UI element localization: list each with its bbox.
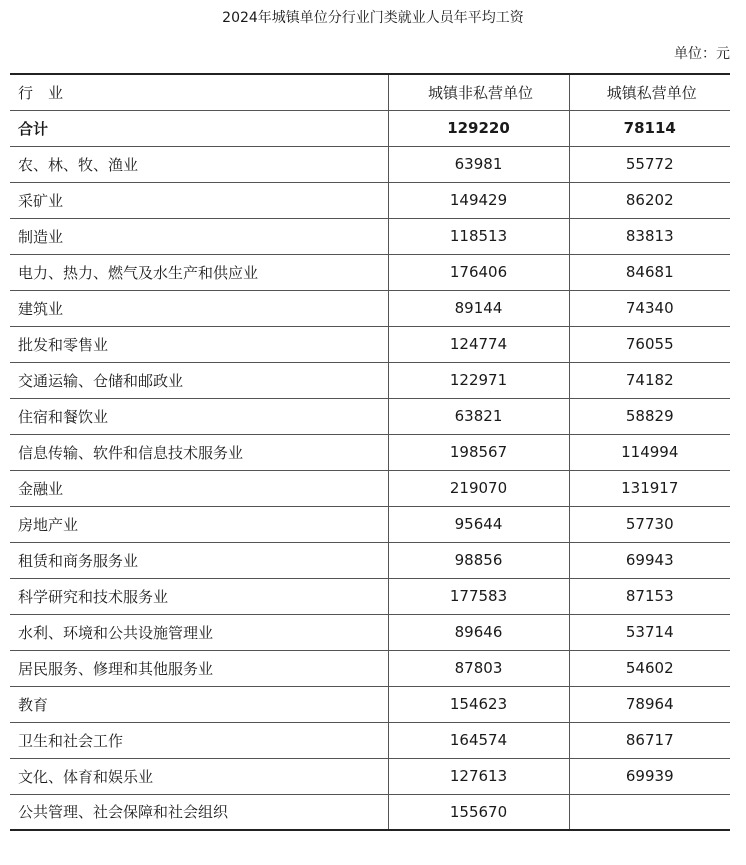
non-private-wage-cell: 89646 bbox=[388, 614, 569, 650]
private-wage-cell: 83813 bbox=[569, 218, 730, 254]
non-private-wage-cell: 95644 bbox=[388, 506, 569, 542]
table-row bbox=[10, 686, 730, 722]
industry-cell: 农、林、牧、渔业 bbox=[10, 146, 388, 182]
industry-cell: 水利、环境和公共设施管理业 bbox=[10, 614, 388, 650]
non-private-wage-cell: 87803 bbox=[388, 650, 569, 686]
wage-table bbox=[10, 73, 730, 831]
industry-cell: 采矿业 bbox=[10, 182, 388, 218]
industry-cell: 文化、体育和娱乐业 bbox=[10, 758, 388, 794]
industry-cell: 交通运输、仓储和邮政业 bbox=[10, 362, 388, 398]
non-private-wage-cell: 89144 bbox=[388, 290, 569, 326]
table-row bbox=[10, 398, 730, 434]
private-wage-cell: 74340 bbox=[569, 290, 730, 326]
private-wage-cell: 55772 bbox=[569, 146, 730, 182]
industry-cell: 教育 bbox=[10, 686, 388, 722]
private-wage-cell: 87153 bbox=[569, 578, 730, 614]
table-row bbox=[10, 506, 730, 542]
table-row bbox=[10, 758, 730, 794]
table-row bbox=[10, 218, 730, 254]
private-wage-cell bbox=[569, 794, 730, 830]
industry-cell: 住宿和餐饮业 bbox=[10, 398, 388, 434]
industry-cell: 制造业 bbox=[10, 218, 388, 254]
industry-cell: 居民服务、修理和其他服务业 bbox=[10, 650, 388, 686]
unit-label: 单位：元 bbox=[674, 46, 730, 62]
non-private-wage-cell: 127613 bbox=[388, 758, 569, 794]
industry-cell: 电力、热力、燃气及水生产和供应业 bbox=[10, 254, 388, 290]
industry-cell: 金融业 bbox=[10, 470, 388, 506]
non-private-wage-cell: 63981 bbox=[388, 146, 569, 182]
table-row bbox=[10, 290, 730, 326]
private-wage-cell: 84681 bbox=[569, 254, 730, 290]
industry-cell: 信息传输、软件和信息技术服务业 bbox=[10, 434, 388, 470]
header-industry: 行 业 bbox=[10, 74, 388, 110]
non-private-wage-cell: 124774 bbox=[388, 326, 569, 362]
table-body bbox=[10, 110, 730, 830]
non-private-wage-cell: 219070 bbox=[388, 470, 569, 506]
private-wage-cell: 86717 bbox=[569, 722, 730, 758]
table-row bbox=[10, 470, 730, 506]
industry-cell: 合计 bbox=[10, 110, 388, 146]
table-row bbox=[10, 794, 730, 830]
private-wage-cell: 74182 bbox=[569, 362, 730, 398]
table-row bbox=[10, 614, 730, 650]
private-wage-cell: 69939 bbox=[569, 758, 730, 794]
non-private-wage-cell: 63821 bbox=[388, 398, 569, 434]
table-row bbox=[10, 182, 730, 218]
table-row bbox=[10, 362, 730, 398]
private-wage-cell: 86202 bbox=[569, 182, 730, 218]
private-wage-cell: 131917 bbox=[569, 470, 730, 506]
header-private: 城镇私营单位 bbox=[569, 74, 730, 110]
table-header-row bbox=[10, 74, 730, 110]
industry-cell: 建筑业 bbox=[10, 290, 388, 326]
table-row bbox=[10, 650, 730, 686]
non-private-wage-cell: 177583 bbox=[388, 578, 569, 614]
header-non-private: 城镇非私营单位 bbox=[388, 74, 569, 110]
total-row bbox=[10, 110, 730, 146]
private-wage-cell: 57730 bbox=[569, 506, 730, 542]
table-row bbox=[10, 542, 730, 578]
private-wage-cell: 69943 bbox=[569, 542, 730, 578]
private-wage-cell: 78114 bbox=[569, 110, 730, 146]
industry-cell: 房地产业 bbox=[10, 506, 388, 542]
non-private-wage-cell: 198567 bbox=[388, 434, 569, 470]
private-wage-cell: 58829 bbox=[569, 398, 730, 434]
table-row bbox=[10, 326, 730, 362]
table-row bbox=[10, 434, 730, 470]
non-private-wage-cell: 98856 bbox=[388, 542, 569, 578]
private-wage-cell: 76055 bbox=[569, 326, 730, 362]
non-private-wage-cell: 118513 bbox=[388, 218, 569, 254]
non-private-wage-cell: 149429 bbox=[388, 182, 569, 218]
private-wage-cell: 54602 bbox=[569, 650, 730, 686]
table-row bbox=[10, 146, 730, 182]
non-private-wage-cell: 155670 bbox=[388, 794, 569, 830]
private-wage-cell: 78964 bbox=[569, 686, 730, 722]
table-row bbox=[10, 254, 730, 290]
non-private-wage-cell: 164574 bbox=[388, 722, 569, 758]
table-row bbox=[10, 722, 730, 758]
non-private-wage-cell: 154623 bbox=[388, 686, 569, 722]
page-title: 2024年城镇单位分行业门类就业人员年平均工资 bbox=[222, 10, 524, 26]
private-wage-cell: 114994 bbox=[569, 434, 730, 470]
industry-cell: 批发和零售业 bbox=[10, 326, 388, 362]
industry-cell: 公共管理、社会保障和社会组织 bbox=[10, 794, 388, 830]
non-private-wage-cell: 129220 bbox=[388, 110, 569, 146]
industry-cell: 科学研究和技术服务业 bbox=[10, 578, 388, 614]
non-private-wage-cell: 176406 bbox=[388, 254, 569, 290]
industry-cell: 卫生和社会工作 bbox=[10, 722, 388, 758]
industry-cell: 租赁和商务服务业 bbox=[10, 542, 388, 578]
table-row bbox=[10, 578, 730, 614]
non-private-wage-cell: 122971 bbox=[388, 362, 569, 398]
private-wage-cell: 53714 bbox=[569, 614, 730, 650]
